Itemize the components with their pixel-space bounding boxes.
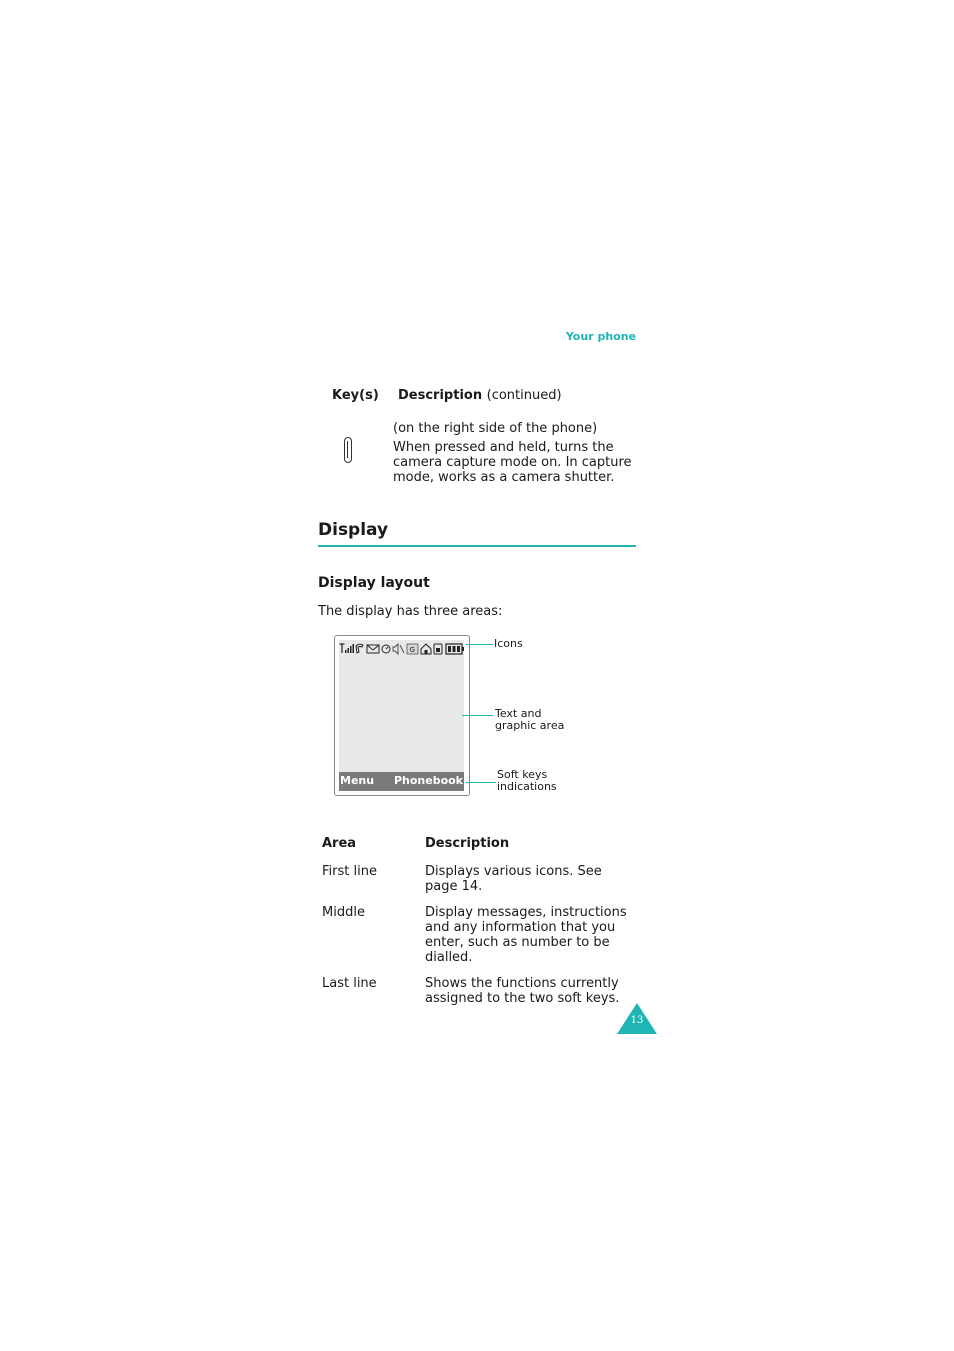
- alarm-icon: [382, 645, 390, 653]
- key-desc-line1: (on the right side of the phone): [393, 421, 598, 436]
- callout-text-area-1: Text and: [495, 707, 542, 720]
- keys-col-header: Key(s): [332, 388, 379, 403]
- desc-col-header-label: Description: [398, 388, 483, 403]
- display-screen: [339, 640, 464, 791]
- key-desc-line2: When pressed and held, turns the: [393, 440, 614, 455]
- area-cell: Last line: [322, 976, 377, 991]
- callout-line-soft-keys: [466, 782, 496, 783]
- svg-text:G: G: [409, 646, 415, 654]
- desc-cell-line: and any information that you: [425, 920, 616, 935]
- page-number: 13: [630, 1015, 644, 1026]
- desc-cell-line: page 14.: [425, 879, 483, 894]
- desc-cell-line: Shows the functions currently: [425, 976, 619, 991]
- softkey-right-label: Phonebook: [393, 774, 463, 787]
- gprs-icon: [407, 644, 418, 654]
- desc-col-header-suffix: (continued): [486, 388, 562, 403]
- desc-cell-line: enter, such as number to be: [425, 935, 610, 950]
- callout-text-area-2: graphic area: [495, 719, 565, 732]
- section-rule: [318, 545, 636, 547]
- area-desc-col-header: Description: [425, 836, 510, 851]
- desc-cell-line: dialled.: [425, 950, 473, 965]
- status-icons: [339, 642, 465, 655]
- area-col-header: Area: [322, 836, 357, 851]
- area-cell: Middle: [322, 905, 365, 920]
- message-icon: [367, 645, 379, 653]
- area-cell: First line: [322, 864, 377, 879]
- softkey-left-label: Menu: [340, 774, 375, 787]
- running-header: Your phone: [565, 330, 636, 343]
- battery-icon: [446, 644, 464, 654]
- key-desc-line4: mode, works as a camera shutter.: [393, 470, 615, 485]
- desc-col-header: [398, 388, 562, 403]
- soft-keys-bar: [339, 772, 464, 791]
- intro-text: The display has three areas:: [318, 604, 503, 619]
- callout-icons: Icons: [494, 637, 523, 650]
- subsection-title: Display layout: [318, 575, 430, 591]
- desc-cell-line: assigned to the two soft keys.: [425, 991, 620, 1006]
- callout-line-text-area: [462, 715, 493, 716]
- silent-icon: [393, 644, 404, 654]
- call-icon: [356, 644, 363, 653]
- key-desc-line3: camera capture mode on. In capture: [393, 455, 632, 470]
- callout-soft-keys-1: Soft keys: [497, 768, 548, 781]
- icons-row: [339, 640, 465, 653]
- callout-line-icons: [466, 644, 493, 645]
- home-zone-icon: [421, 644, 431, 654]
- signal-icon: [340, 644, 355, 653]
- desc-cell-line: Display messages, instructions: [425, 905, 627, 920]
- sim-icon: [434, 644, 442, 654]
- section-title: Display: [318, 520, 389, 540]
- callout-soft-keys-2: indications: [497, 780, 557, 793]
- desc-cell-line: Displays various icons. See: [425, 864, 602, 879]
- camera-key-icon: [344, 437, 352, 463]
